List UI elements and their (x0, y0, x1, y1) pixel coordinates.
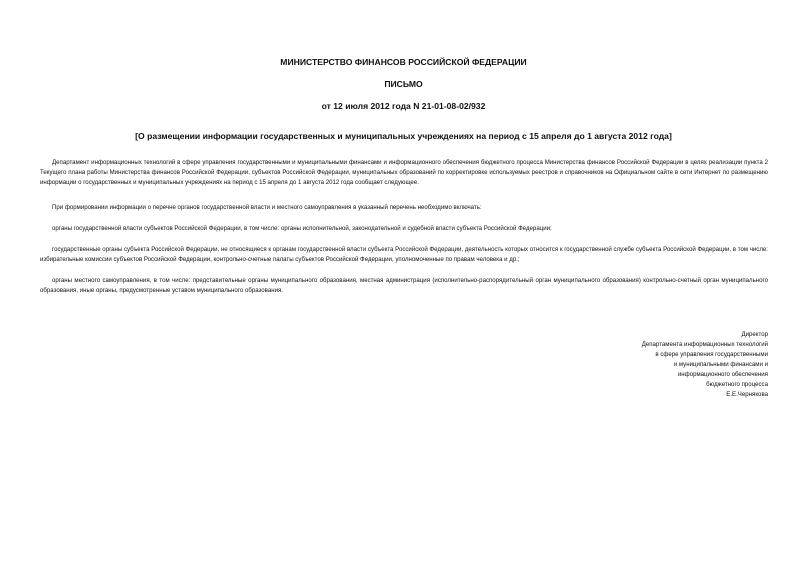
signature-line: Директор (741, 331, 768, 338)
signature-line: Департамента информационных технологий (641, 341, 768, 348)
paragraph-intro (40, 158, 768, 188)
signature-line: в сфере управления государственными (655, 351, 768, 358)
paragraph-text: При формировании информации о перечне органов государственной власти и местного самоуправления в указанный перечень необходимо включать: (52, 204, 482, 211)
paragraph-list-lead (40, 203, 768, 213)
paragraph-local-government (40, 276, 768, 296)
paragraph-state-bodies (40, 245, 768, 265)
paragraph-text: Департамент информационных технологий в сфере управления государственными и муниципальными финансами и информационного обеспечения бюджетного процесса Министерства финансов Российской Федерации в целях реализации пункта 2 Текущего плана работы Министерства финансов Российской Федерации, субъектов Российской Федерации, муниципальных образований по корректировке используемых реестров и справочников на Официальном сайте в сети Интернет по размещению информации о государственных и муниципальных учреждениях на период с 15 апреля до 1 августа 2012 года сообщает следующее. (40, 159, 768, 186)
paragraph-text: государственные органы субъекта Российской Федерации, не относящиеся к органам государственной власти субъекта Российской Федерации, деятельность которых относится к государственной службе субъекта Российской Федерации, в том числе: избирательные комиссии субъектов Российской Федерации, контрольно-счетные палаты субъектов Российской Федерации, уполномоченные по правам человека и др.; (40, 246, 768, 263)
document-type: ПИСЬМО (384, 79, 423, 89)
signatory-name: Е.Е.Чернякова (726, 391, 768, 398)
ministry-title: МИНИСТЕРСТВО ФИНАНСОВ РОССИЙСКОЙ ФЕДЕРАЦИИ (280, 57, 527, 67)
signature-block (568, 330, 768, 400)
signature-line: бюджетного процесса (706, 381, 768, 388)
paragraph-state-authorities (40, 224, 768, 234)
document-subject: [О размещении информации государственных и муниципальных учреждениях на период с 15 апреля до 1 августа 2012 года] (135, 131, 672, 141)
signature-line: и муниципальными финансами и (673, 361, 768, 368)
paragraph-text: органы местного самоуправления, в том числе: представительные органы муниципального образования, местная администрация (исполнительно-распорядительный орган муниципального образования) контрольно-счетный орган муниципального образования, иные органы, предусмотренные уставом муниципального образования. (40, 277, 768, 294)
document-number: от 12 июля 2012 года N 21-01-08-02/932 (321, 101, 486, 111)
paragraph-text: органы государственной власти субъектов Российской Федерации, в том числе: органы исполнительной, законодательной и судебной власти субъекта Российской Федерации; (52, 225, 552, 232)
signature-line: информационного обеспечения (677, 371, 768, 378)
